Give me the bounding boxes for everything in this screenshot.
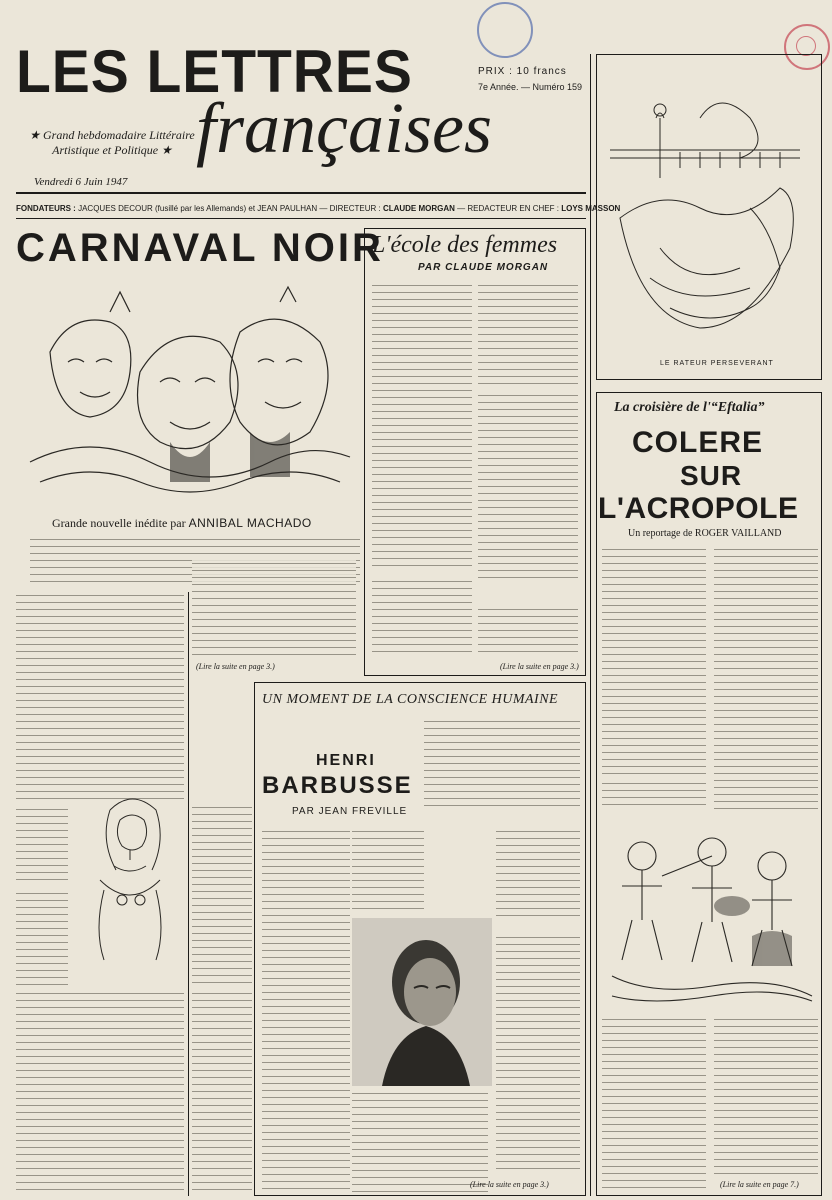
ecole-title: L'école des femmes bbox=[372, 232, 558, 258]
acropole-title-line-1: COLERE bbox=[632, 426, 764, 459]
acropole-continued: (Lire la suite en page 7.) bbox=[720, 1180, 799, 1189]
rateur-cartoon-illustration bbox=[600, 58, 818, 356]
issue-number: 7e Année. — Numéro 159 bbox=[478, 82, 583, 92]
ecole-column-1-bottom bbox=[372, 578, 472, 658]
carnaval-continued: (Lire la suite en page 3.) bbox=[196, 662, 275, 671]
tagline-line-1: ★ Grand hebdomadaire Littéraire bbox=[29, 128, 195, 142]
musicians-illustration bbox=[602, 816, 818, 1012]
acropole-column-1-mid bbox=[602, 780, 706, 810]
column-rule-1 bbox=[188, 592, 189, 1196]
carnaval-column-2-text bbox=[192, 560, 356, 660]
barbusse-column-3-text bbox=[496, 828, 580, 918]
acropole-column-2-text bbox=[714, 546, 818, 812]
barbusse-portrait bbox=[352, 918, 492, 1086]
barbusse-kicker: UN MOMENT DE LA CONSCIENCE HUMAINE bbox=[262, 692, 559, 707]
founders-line: FONDATEURS : JACQUES DECOUR (fusillé par les Allemands) et JEAN PAULHAN — DIRECTEUR : CLAUDE MORGAN — REDACTEUR EN CHEF : LOYS MASSON bbox=[16, 204, 621, 213]
carnaval-wrap-text-left bbox=[16, 806, 68, 886]
tagline-line-2: Artistique et Politique ★ bbox=[52, 143, 172, 157]
barbusse-lead-text bbox=[424, 718, 580, 810]
masthead-title: LES LETTRES bbox=[16, 38, 413, 105]
issue-price: PRIX : 10 francs bbox=[478, 66, 567, 77]
barbusse-column-2-text bbox=[352, 828, 424, 914]
masthead-tagline bbox=[22, 128, 202, 158]
masthead-script-title: françaises bbox=[196, 88, 492, 168]
ecole-column-2-mid bbox=[478, 392, 578, 582]
carnaval-column-1-text bbox=[16, 592, 184, 802]
issue-date: Vendredi 6 Juin 1947 bbox=[34, 176, 128, 188]
barbusse-name-first: HENRI bbox=[316, 752, 376, 769]
acropole-byline: Un reportage de ROGER VAILLAND bbox=[628, 528, 782, 539]
ecole-column-1-text bbox=[372, 282, 472, 572]
masthead-rule bbox=[16, 192, 586, 194]
barbusse-lead-left bbox=[262, 716, 292, 744]
carnaval-column-2-mid bbox=[192, 804, 252, 984]
acropole-column-1-bottom bbox=[602, 1016, 706, 1192]
barbusse-column-3-bottom bbox=[496, 934, 580, 1174]
barbusse-column-1-text bbox=[262, 828, 350, 1192]
cartoon-caption: LE RATEUR PERSEVERANT bbox=[660, 360, 774, 367]
barbusse-continued: (Lire la suite en page 3.) bbox=[470, 1180, 549, 1189]
library-stamp-blue bbox=[477, 2, 533, 58]
ecole-column-2-text bbox=[478, 282, 578, 386]
founders-rule bbox=[16, 218, 586, 219]
acropole-kicker: La croisière de l'“Eftalia” bbox=[614, 400, 765, 415]
barbusse-name-last: BARBUSSE bbox=[262, 772, 413, 799]
woman-sketch-illustration bbox=[70, 800, 190, 968]
barbusse-column-2-bottom bbox=[352, 1090, 488, 1192]
carnaval-column-2-bottom bbox=[192, 990, 252, 1196]
ecole-byline: PAR CLAUDE MORGAN bbox=[418, 262, 549, 273]
acropole-title-line-2: SUR bbox=[680, 460, 743, 491]
carnaval-title: CARNAVAL NOIR bbox=[16, 226, 384, 270]
acropole-title-line-3: L'ACROPOLE bbox=[598, 492, 799, 525]
carnaval-column-1-bottom bbox=[16, 990, 184, 1196]
barbusse-byline: PAR JEAN FREVILLE bbox=[292, 806, 408, 817]
carnival-masks-illustration bbox=[20, 282, 358, 508]
ecole-column-2-bottom bbox=[478, 606, 578, 658]
ecole-continued: (Lire la suite en page 3.) bbox=[500, 662, 579, 671]
acropole-column-1-text bbox=[602, 546, 706, 776]
column-rule-right bbox=[590, 54, 591, 1196]
carnaval-wrap-text-left-2 bbox=[16, 890, 68, 990]
carnaval-subtitle: Grande nouvelle inédite par ANNIBAL MACHADO bbox=[52, 516, 312, 530]
acropole-column-2-bottom bbox=[714, 1016, 818, 1176]
